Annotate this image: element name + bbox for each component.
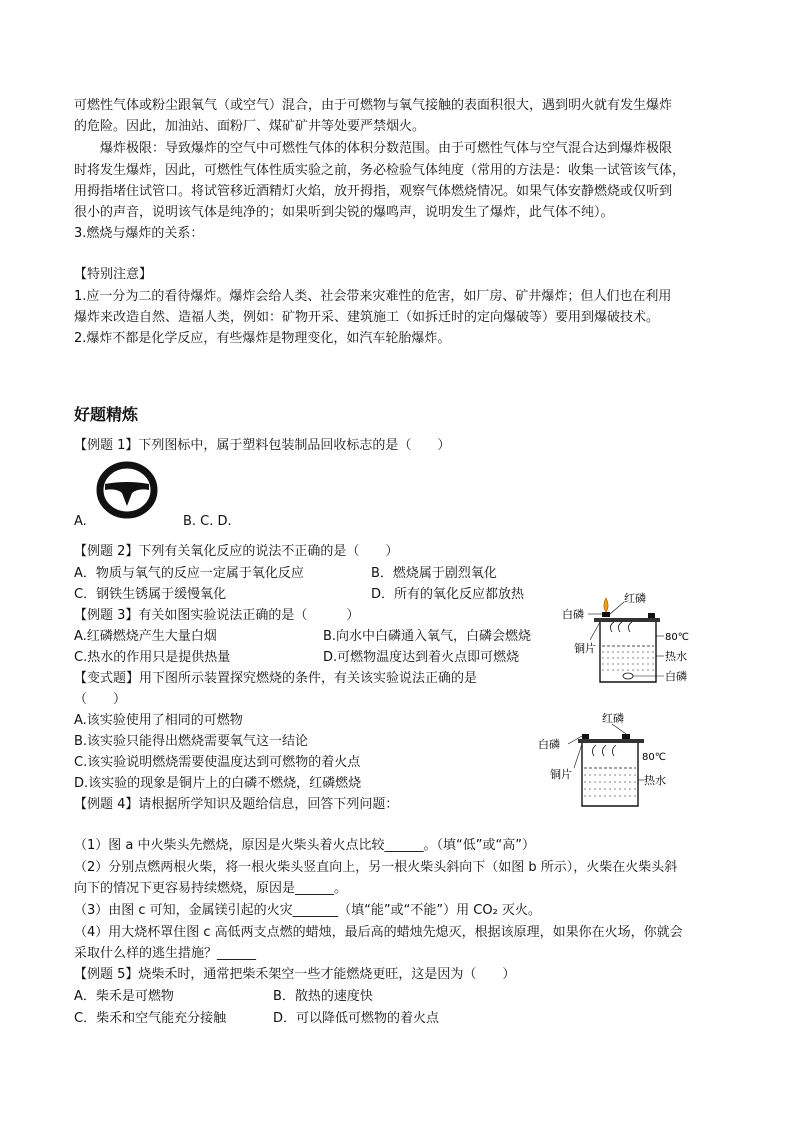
q5-option-c: C．柴禾和空气能充分接触 [74, 1011, 227, 1026]
variant-stem-2: （ ） [74, 692, 127, 707]
q5-option-a: A．柴禾是可燃物 [74, 989, 174, 1004]
q3-apparatus-figure [560, 592, 700, 688]
q5-option-d: D．可以降低可燃物的着火点 [273, 1011, 440, 1026]
intro-line-3: 爆炸极限：导致爆炸的空气中可燃性气体的体积分数范围。由于可燃性气体与空气混合达到爆炸极限 [100, 141, 673, 156]
q3-option-a: A.红磷燃烧产生大量白烟 [74, 629, 217, 644]
variant-option-b: B.该实验只能得出燃烧需要氧气这一结论 [74, 734, 309, 749]
variant-stem-1: 【变式题】用下图所示装置探究燃烧的条件，有关该实验说法正确的是 [74, 671, 478, 686]
q3-figure-red-p: 红磷 [624, 592, 646, 605]
q3-stem: 【例题 3】有关如图实验说法正确的是（ ） [74, 608, 360, 623]
variant-figure-temp: 80℃ [642, 752, 666, 763]
variant-option-c: C.该实验说明燃烧需要使温度达到可燃物的着火点 [74, 755, 361, 770]
q3-option-b: B.向水中白磷通入氧气，白磷会燃烧 [323, 629, 532, 644]
q3-figure-temp: 80℃ [665, 632, 689, 643]
variant-apparatus-figure [538, 712, 698, 812]
q4-part-4a: （4）用大烧杯罩住图 c 高低两支点燃的蜡烛，最后高的蜡烛先熄灭，根据该原理，如果你在火场，你就会 [74, 925, 683, 940]
intro-line-7: 3.燃烧与爆炸的关系： [74, 226, 204, 241]
q3-figure-white-p-water: 白磷 [665, 670, 687, 683]
notes-line-1: 1.应一分为二的看待爆炸。爆炸会给人类、社会带来灾难性的危害，如厂房、矿井爆炸；但人们也在利用 [74, 289, 672, 304]
variant-option-d: D.该实验的现象是铜片上的白磷不燃烧，红磷燃烧 [74, 776, 362, 791]
recycle-logo-icon [96, 460, 158, 520]
notes-line-2: 爆炸来改造自然、造福人类，例如：矿物开采、建筑施工（如拆迁时的定向爆破等）要用到爆破技术。 [74, 310, 660, 325]
variant-figure-hot-water: 热水 [644, 774, 666, 787]
q5-option-b: B．散热的速度快 [273, 989, 373, 1004]
q2-option-c: C．钢铁生锈属于缓慢氧化 [74, 587, 227, 602]
q1-options-bcd: B. C. D. [183, 514, 232, 529]
q1-stem: 【例题 1】下列图标中，属于塑料包装制品回收标志的是（ ） [74, 438, 451, 453]
intro-line-4: 时将发生爆炸，因此，可燃性气体性质实验之前，务必检验气体纯度（常用的方法是：收集一试管该气体， [74, 163, 686, 178]
q4-part-2a: （2）分别点燃两根火柴，将一根火柴头竖直向上，另一根火柴头斜向下（如图 b 所示），火柴在火柴头斜 [74, 860, 678, 875]
q4-stem: 【例题 4】请根据所学知识及题给信息，回答下列问题： [74, 797, 399, 812]
q2-option-b: B．燃烧属于剧烈氧化 [371, 566, 497, 581]
variant-option-a: A.该实验使用了相同的可燃物 [74, 713, 243, 728]
q2-stem: 【例题 2】下列有关氧化反应的说法不正确的是（ ） [74, 544, 399, 559]
q4-part-3: （3）由图 c 可知，金属镁引起的火灾_______（填“能”或“不能”）用 CO₂ 灭火。 [74, 903, 541, 918]
intro-line-1: 可燃性气体或粉尘跟氧气（或空气）混合，由于可燃物与氧气接触的表面积很大，遇到明火就有发生爆炸 [74, 98, 673, 113]
q1-option-a: A. [74, 514, 87, 529]
q4-part-1: （1）图 a 中火柴头先燃烧，原因是火柴头着火点比较______。（填“低”或“高”） [74, 838, 535, 853]
variant-figure-red-p: 红磷 [602, 712, 624, 725]
intro-line-5: 用拇指堵住试管口。将试管移近酒精灯火焰，放开拇指，观察气体燃烧情况。如果气体安静燃烧或仅听到 [74, 184, 673, 199]
q5-stem: 【例题 5】烧柴禾时，通常把柴禾架空一些才能燃烧更旺，这是因为（ ） [74, 967, 516, 982]
notes-line-3: 2.爆炸不都是化学反应，有些爆炸是物理变化，如汽车轮胎爆炸。 [74, 331, 451, 346]
q3-figure-hot-water: 热水 [665, 650, 687, 663]
variant-figure-white-p: 白磷 [538, 738, 560, 751]
q3-option-d: D.可燃物温度达到着火点即可燃烧 [323, 650, 520, 665]
notes-header: 【特别注意】 [74, 267, 153, 282]
q3-figure-copper: 铜片 [574, 642, 596, 655]
q4-part-2b: 向下的情况下更容易持续燃烧，原因是______。 [74, 881, 348, 896]
intro-line-2: 的危险。因此，加油站、面粉厂、煤矿矿井等处要严禁烟火。 [74, 119, 426, 134]
section-title: 好题精炼 [74, 405, 139, 424]
q3-figure-white-p: 白磷 [562, 608, 584, 621]
variant-figure-copper: 铜片 [550, 768, 572, 781]
q3-option-c: C.热水的作用只是提供热量 [74, 650, 231, 665]
q2-option-d: D．所有的氧化反应都放热 [371, 587, 525, 602]
q4-part-4b: 采取什么样的逃生措施？______ [74, 946, 257, 961]
intro-line-6: 很小的声音，说明该气体是纯净的；如果听到尖锐的爆鸣声，说明发生了爆炸，此气体不纯）。 [74, 205, 614, 220]
q2-option-a: A．物质与氧气的反应一定属于氧化反应 [74, 566, 304, 581]
